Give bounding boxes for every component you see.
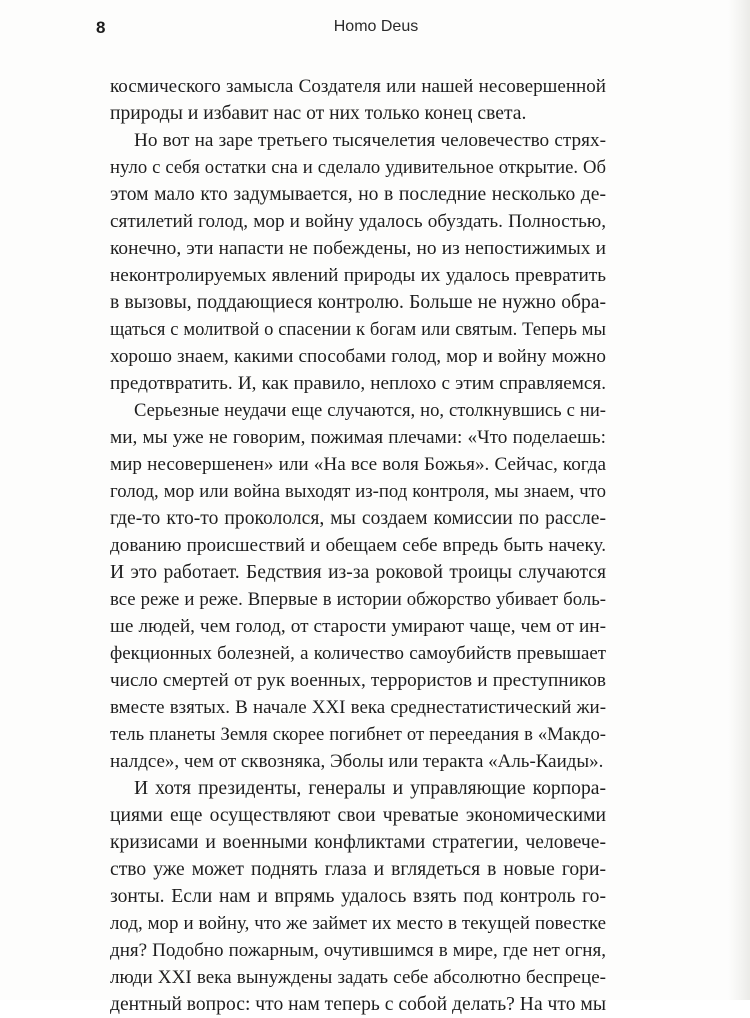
- page-number: 8: [96, 18, 106, 37]
- text-line: голод, мор или война выходят из-под контроля, мы знаем, что: [110, 481, 606, 502]
- text-line: предотвратить. И, как правило, неплохо с этим справляемся.: [110, 373, 606, 394]
- book-title: Homo Deus: [333, 18, 419, 35]
- running-head: [96, 18, 656, 46]
- text-line: число смертей от рук военных, террористов и преступников: [110, 670, 606, 691]
- text-line: все реже и реже. Впервые в истории обжорство убивает боль-: [110, 589, 606, 610]
- text-line: ми, мы уже не говорим, пожимая плечами: «Что поделаешь:: [110, 427, 606, 448]
- text-line: сятилетий голод, мор и войну удалось обуздать. Полностью,: [110, 211, 606, 232]
- text-line: где-то кто-то прокололся, мы создаем комиссии по рассле-: [110, 508, 606, 529]
- text-line: в вызовы, поддающиеся контролю. Больше не нужно обра-: [110, 292, 606, 313]
- text-line: люди XXI века вынуждены задать себе абсолютно беспреце-: [110, 967, 606, 988]
- text-line: природы и избавит нас от них только конец света.: [110, 103, 527, 124]
- text-line: лод, мор и войну, что же займет их место в текущей повестке: [110, 913, 606, 934]
- text-line: дня? Подобно пожарным, очутившимся в мире, где нет огня,: [110, 940, 606, 961]
- text-line: ство уже может поднять глаза и вглядеться в новые гори-: [110, 859, 606, 880]
- text-line: дентный вопрос: что нам теперь с собой делать? На что мы: [110, 994, 606, 1015]
- text-line: щаться с молитвой о спасении к богам или святым. Теперь мы: [110, 319, 606, 340]
- text-line: нуло с себя остатки сна и сделало удивительное открытие. Об: [110, 157, 606, 178]
- text-line: И хотя президенты, генералы и управляющие корпора-: [134, 778, 606, 799]
- page-edge-shadow: [728, 0, 750, 1000]
- text-line: зонты. Если нам и впрямь удалось взять под контроль го-: [110, 886, 606, 907]
- text-line: конечно, эти напасти не побеждены, но из непостижимых и: [110, 238, 606, 259]
- text-line: хорошо знаем, какими способами голод, мор и войну можно: [110, 346, 606, 367]
- text-line: И это работает. Бедствия из-за роковой троицы случаются: [110, 562, 606, 583]
- text-line: тель планеты Земля скорее погибнет от переедания в «Макдо-: [110, 724, 606, 745]
- text-line: фекционных болезней, а количество самоубийств превышает: [110, 643, 606, 664]
- text-line: неконтролируемых явлений природы их удалось превратить: [110, 265, 606, 286]
- text-line: Но вот на заре третьего тысячелетия человечество стрях-: [134, 130, 606, 151]
- text-line: ше людей, чем голод, от старости умирают чаще, чем от ин-: [110, 616, 606, 637]
- text-line: мир несовершенен» или «На все воля Божья». Сейчас, когда: [110, 454, 606, 475]
- text-line: кризисами и военными конфликтами стратегии, человече-: [110, 832, 606, 853]
- text-line: вместе взятых. В начале XXI века среднестатистический жи-: [110, 697, 606, 718]
- text-line: циями еще осуществляют свои чреватые экономическими: [110, 805, 606, 826]
- text-line: дованию происшествий и обещаем себе впредь быть начеку.: [110, 535, 606, 556]
- text-line: Серьезные неудачи еще случаются, но, столкнувшись с ни-: [134, 400, 606, 421]
- body-text: [110, 73, 606, 1018]
- text-line: налдсе», чем от сквозняка, Эболы или теракта «Аль-Каиды».: [110, 751, 604, 772]
- text-line: космического замысла Создателя или нашей несовершенной: [110, 76, 606, 97]
- text-line: этом мало кто задумывается, но в последние несколько де-: [110, 184, 606, 205]
